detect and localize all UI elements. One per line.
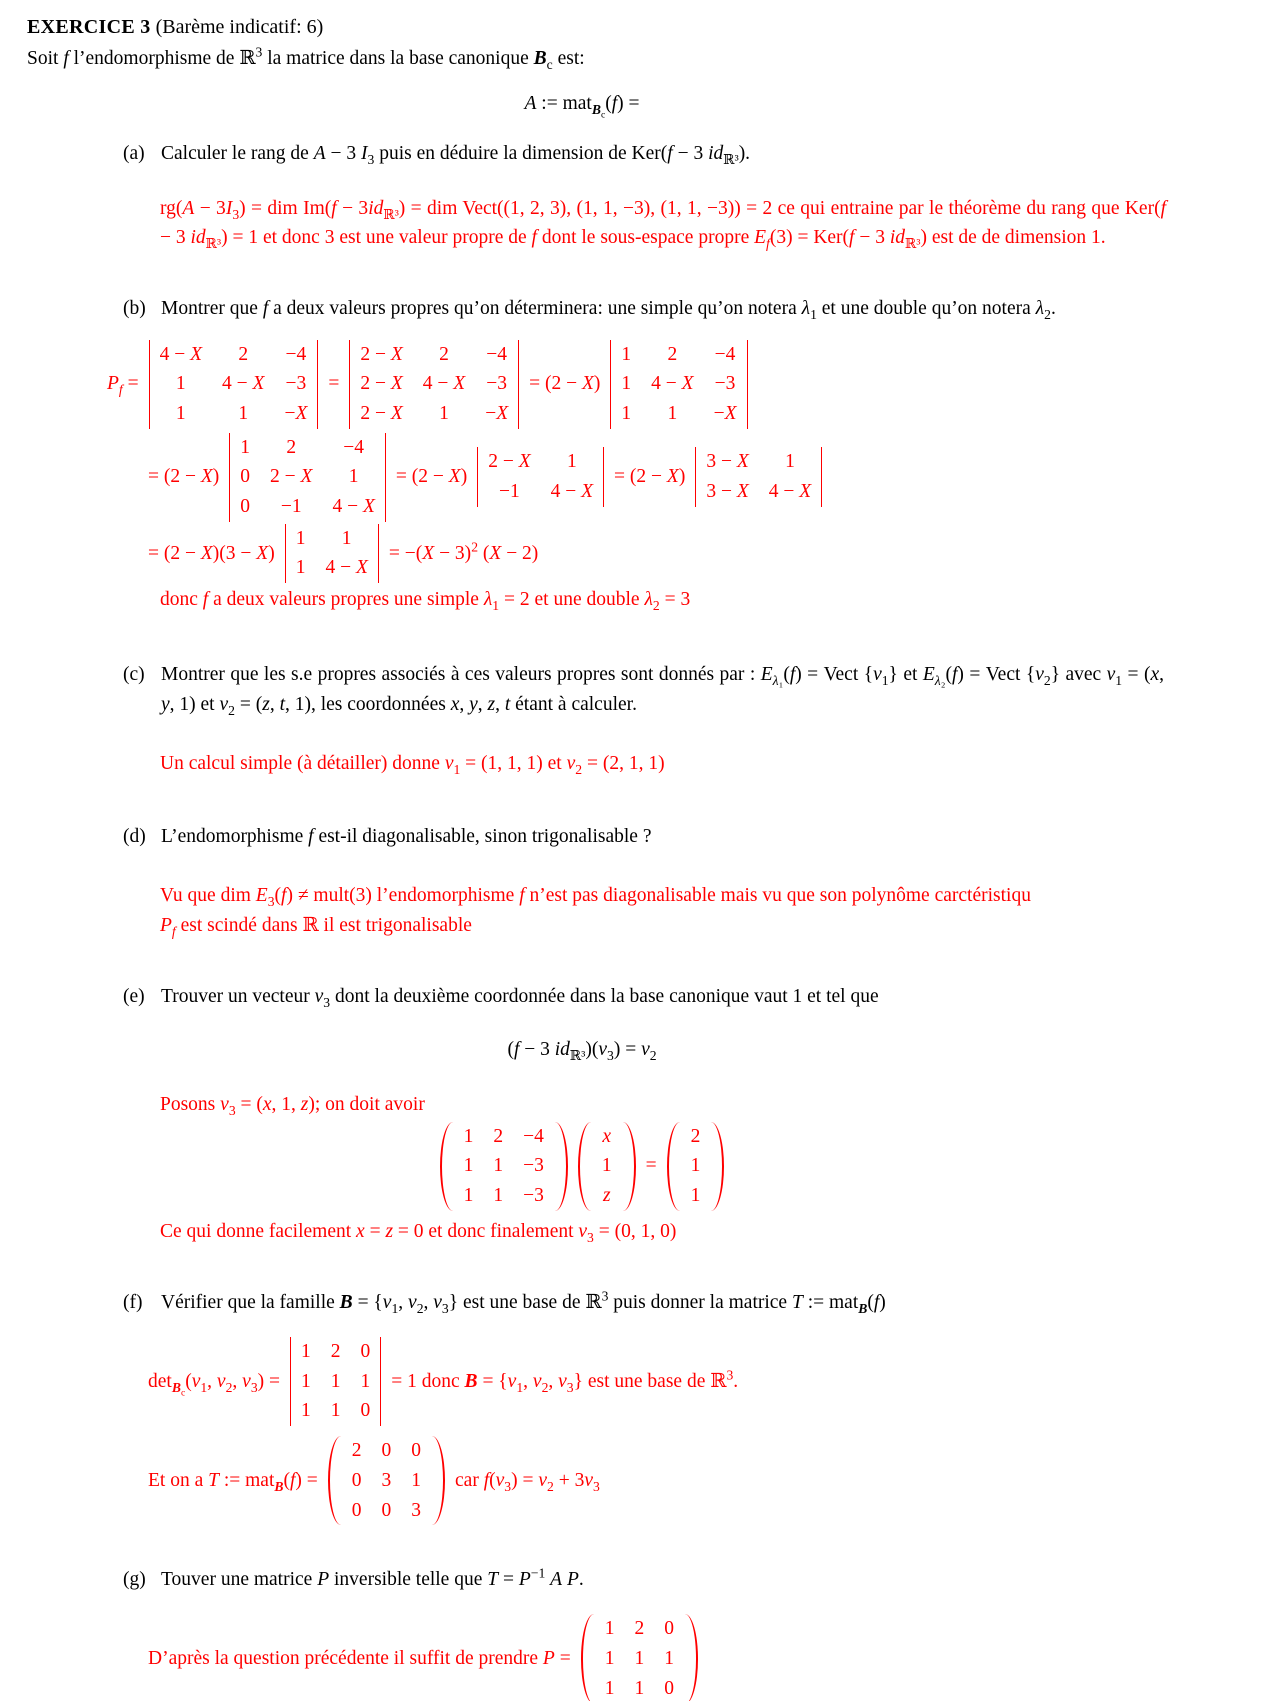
question-d-text: L’endomorphisme f est-il diagonalisable, sinon trigonalisable ? (161, 826, 652, 847)
answer-e-end: Ce qui donne facilement x = z = 0 et donc finalement $v_3 = (0$, 1, 0) (160, 1220, 677, 1245)
matrix-cell: 2 (238, 343, 249, 365)
matrix-cell: 1 (634, 1648, 645, 1670)
matrix-P-line (143, 1614, 1264, 1701)
matrix-cell: 1 (240, 436, 251, 458)
answer-a-text: $rg(A - 3I_3)$ = dim $Im(f - 3id_{ℝ^3})$ = dim Vect((1, 2, 3), (1, 1, −3), (1, 1, −3)) = 2 ce qui entraine par le théorème du rang que Ker(f − 3 $id_{ℝ^3}) = 1$ et donc 3 est une valeur propre de f dont le sous-espace propre $E_f(3) = Ker(f - 3$ $id_{ℝ^3}$) est de de dimension 1. (160, 197, 1166, 251)
matrix-cell: 2 − X (488, 451, 531, 473)
matrix-cell: z (602, 1184, 611, 1206)
determinant-matrix (477, 447, 604, 506)
matrix-cell: 0 (240, 466, 251, 488)
matrix-cell: 4 − X (422, 373, 466, 395)
question-g-text: Touver une matrice P inversible telle que $T = P^{-1}$ A P. (161, 1565, 584, 1591)
paren-matrix (440, 1122, 568, 1211)
exercise-subtitle: (Barème indicatif: 6) (150, 16, 324, 38)
matrix-cell: 1 (463, 1155, 474, 1177)
matrix-cell: 1 (411, 1469, 422, 1491)
right-paren (711, 1122, 724, 1211)
determinant-matrix (149, 340, 319, 429)
determinant-matrix (229, 433, 386, 522)
determinant-matrix (290, 1337, 381, 1426)
matrix-cell: 1 (690, 1184, 701, 1206)
answer-d-line-2: $P_f$ est scindé dans ℝ il est trigonalisable (160, 914, 472, 939)
matrix-cell: 1 (295, 527, 306, 549)
paren-matrix (328, 1436, 445, 1525)
matrix-cell: 1 (667, 402, 678, 424)
matrix-cell: 1 (604, 1677, 615, 1699)
question-a-text: Calculer le rang de A − 3 $I_3$ puis en déduire la dimension de Ker(f − 3 $id_{ℝ^3}$). (161, 142, 751, 167)
math-text: = (2 − X) (395, 466, 468, 488)
question-e (123, 982, 1164, 1011)
item-label-e: (e) (123, 985, 145, 1007)
equation-e (0, 1035, 1164, 1064)
left-paren (667, 1122, 680, 1211)
matrix-cell: 1 (330, 1370, 341, 1392)
paren-matrix (581, 1614, 698, 1701)
math-text: = (2 − X) (614, 466, 686, 488)
item-label-c: (c) (123, 664, 145, 686)
matrix-cell: 4 − X (550, 481, 594, 503)
matrix-cell: 2 (330, 1341, 341, 1363)
right-paren (623, 1122, 636, 1211)
matrix-cell: 2 − X (360, 343, 403, 365)
matrix-cell: 1 (621, 343, 632, 365)
question-c (123, 660, 1164, 719)
matrix-cell: 1 (493, 1184, 504, 1206)
matrix-cell: 1 (621, 373, 632, 395)
question-c-text: Montrer que les s.e propres associés à ces valeurs propres sont donnés par : $E_{\lambda_1}(f)$ = Vect $\{v_1\}$ et $E_{\lambda_2}(f)$ = Vect $\{v_2\}$ avec $v_1 = (x$, y, 1) et $v_2 = (z$, t, 1), les coordonnées x, y, z, t étant à calculer. (161, 664, 1165, 718)
matrix-cell: 2 (634, 1618, 645, 1640)
math-text: = (645, 1155, 657, 1177)
matrix-cell: 2 − X (360, 373, 403, 395)
matrix-cell: 1 (604, 1648, 615, 1670)
math-text: D’après la question précédente il suffit de prendre P = (148, 1648, 571, 1670)
question-f (123, 1288, 1164, 1317)
matrix-cell: 0 (411, 1440, 422, 1462)
matrix-cell: −X (485, 402, 509, 424)
matrix-cell: 2 − X (270, 466, 313, 488)
matrix-cell: 4 − X (651, 373, 694, 395)
matrix-cell: 1 (566, 451, 577, 473)
pf-determinant-line-3 (143, 524, 1264, 583)
matrix-cell: 3 − X (706, 481, 749, 503)
matrix-cell: 1 (463, 1125, 474, 1147)
matrix-cell: 4 − X (159, 343, 203, 365)
matrix-cell: 2 (439, 343, 449, 365)
matrix-cell: 4 − X (325, 557, 368, 579)
matrix-cell: 0 (381, 1440, 392, 1462)
question-a (123, 139, 1164, 168)
left-paren (328, 1436, 341, 1525)
determinant-matrix (695, 447, 822, 506)
item-label-f: (f) (123, 1291, 143, 1313)
math-text: = (2 − X) (529, 373, 601, 395)
matrix-cell: 1 (238, 402, 249, 424)
matrix-cell: 1 (295, 557, 306, 579)
matrix-cell: 4 − X (222, 373, 265, 395)
matrix-cell: −4 (285, 343, 307, 365)
exercise-number: EXERCICE 3 (27, 16, 151, 38)
matrix-equation-e (0, 1122, 1164, 1211)
determinant-matrix (610, 340, 747, 429)
matrix-cell: 1 (690, 1155, 701, 1177)
question-g (123, 1565, 1164, 1594)
answer-d-line-1: Vu que dim $E_3(f)$ ≠ mult(3) l’endomorphisme f n’est pas diagonalisable mais vu que son polynôme carctéristiqu (160, 885, 1031, 910)
matrix-cell: −1 (280, 495, 302, 517)
math-text: = (2 − X)(3 − X) (148, 542, 275, 564)
matrix-cell: 2 (667, 343, 678, 365)
matrix-cell: 2 (286, 436, 297, 458)
math-text: = $-(X - 3)^2$ (X − 2) (388, 539, 539, 564)
determinant-matrix (285, 524, 379, 583)
right-paren (555, 1122, 568, 1211)
matrix-cell: −X (284, 402, 308, 424)
matrix-cell: −4 (486, 343, 508, 365)
matrix-cell: −1 (499, 481, 520, 503)
matrix-cell: 0 (240, 495, 251, 517)
matrix-cell: −3 (714, 373, 736, 395)
question-b (123, 294, 1164, 323)
pf-determinant-line-1 (102, 340, 1264, 429)
matrix-cell: 3 (411, 1499, 422, 1521)
matrix-cell: 1 (634, 1677, 645, 1699)
matrix-cell: −4 (714, 343, 736, 365)
matrix-cell: 2 (351, 1440, 362, 1462)
item-label-a: (a) (123, 142, 145, 164)
matrix-cell: 1 (348, 466, 359, 488)
determinant-matrix (349, 340, 519, 429)
matrix-cell: 1 (301, 1400, 311, 1422)
paren-matrix (667, 1122, 725, 1211)
question-e-text: Trouver un vecteur $v_3$ dont la deuxième coordonnée dans la base canonique vaut 1 et tel que (161, 985, 879, 1010)
matrix-cell: 1 (330, 1400, 341, 1422)
item-label-b: (b) (123, 298, 146, 320)
matrix-cell: 2 − X (360, 402, 403, 424)
paren-matrix (578, 1122, 636, 1211)
math-text: Et on a T := mat$_B$(f) = (148, 1470, 318, 1494)
left-paren (578, 1122, 591, 1211)
question-f-text: Vérifier que la famille $B = \{v_1$, $v_2$, $v_3$} est une base de ℝ$^3$ puis donner la matrice T := mat$_B$(f) (161, 1288, 886, 1316)
matrix-cell: 1 (621, 402, 632, 424)
matrix-cell: −4 (343, 436, 365, 458)
answer-c-text: Un calcul simple (à détailler) donne $v_1 = (1$, 1, 1) et $v_2 = (2$, 1, 1) (160, 752, 665, 777)
left-paren (581, 1614, 594, 1701)
pf-determinant-line-2 (143, 433, 1264, 522)
matrix-cell: −X (713, 402, 737, 424)
intro-text: Soit f l’endomorphisme de ℝ$^3$ la matrice dans la base canonique $B_c$ est: (27, 44, 585, 72)
matrix-cell: 0 (381, 1499, 392, 1521)
exercise-title (27, 12, 1264, 42)
math-text: = (328, 373, 340, 395)
math-text: = (2 − X) (148, 466, 220, 488)
matrix-cell: 1 (360, 1370, 371, 1392)
matrix-cell: 0 (351, 1499, 362, 1521)
matrix-cell: 1 (604, 1618, 615, 1640)
matrix-cell: −3 (523, 1184, 544, 1206)
matrix-cell: 3 (381, 1469, 392, 1491)
matrix-cell: 0 (360, 1400, 371, 1422)
matrix-cell: 1 (664, 1648, 674, 1670)
left-paren (440, 1122, 453, 1211)
matrix-cell: 1 (175, 402, 186, 424)
determinant-line-f (143, 1337, 1264, 1426)
matrix-A-lhs: A := mat$_{B_c}$(f) = (524, 93, 640, 121)
matrix-cell: 0 (351, 1469, 362, 1491)
matrix-cell: 1 (601, 1155, 612, 1177)
matrix-cell: −3 (285, 373, 307, 395)
math-text: $\det_{B_c}(v_1$, $v_2$, $v_3$) = (148, 1370, 281, 1399)
matrix-cell: 2 (690, 1125, 701, 1147)
item-label-d: (d) (123, 826, 146, 847)
matrix-T-line (143, 1436, 1264, 1525)
matrix-cell: 0 (360, 1341, 371, 1363)
matrix-cell: 4 − X (768, 481, 812, 503)
right-paren (432, 1436, 445, 1525)
matrix-cell: 4 − X (332, 495, 375, 517)
question-d (123, 822, 1164, 851)
matrix-cell: 1 (439, 402, 449, 424)
matrix-cell: 1 (463, 1184, 474, 1206)
question-b-text: Montrer que f a deux valeurs propres qu’on déterminera: une simple qu’on notera $\lambda_1$ et une double qu’on notera $\lambda_2$. (161, 298, 1056, 323)
matrix-cell: −4 (523, 1125, 544, 1147)
matrix-cell: 1 (175, 373, 186, 395)
matrix-cell: 1 (301, 1370, 311, 1392)
answer-e-intro: Posons $v_3 = (x$, 1, z); on doit avoir (160, 1094, 425, 1119)
math-text: = 1 donc $B = \{v_1$, $v_2$, $v_3$} est une base de ℝ$^3$. (391, 1367, 739, 1395)
item-label-g: (g) (123, 1569, 146, 1591)
equation-e-text: (f − 3 $id_{ℝ^3})(v_3) = v_2$ (507, 1039, 657, 1063)
math-text: $P_f$ = (107, 373, 139, 398)
matrix-cell: 1 (341, 527, 352, 549)
matrix-cell: 0 (664, 1618, 674, 1640)
matrix-cell: −3 (486, 373, 508, 395)
right-paren (685, 1614, 698, 1701)
matrix-cell: x (602, 1125, 612, 1147)
matrix-cell: 1 (493, 1155, 504, 1177)
matrix-cell: 1 (785, 451, 795, 473)
matrix-cell: 2 (493, 1125, 504, 1147)
matrix-cell: 1 (301, 1341, 311, 1363)
matrix-A-equation (0, 89, 1164, 121)
matrix-cell: 3 − X (706, 451, 749, 473)
matrix-cell: 0 (664, 1677, 674, 1699)
matrix-cell: −3 (523, 1155, 544, 1177)
math-text: car $f(v_3) = v_2 + 3v_3$ (455, 1470, 600, 1494)
answer-b-conclusion: donc f a deux valeurs propres une simple $\lambda_1 = 2$ et une double $\lambda_2 = 3$ (160, 589, 691, 613)
